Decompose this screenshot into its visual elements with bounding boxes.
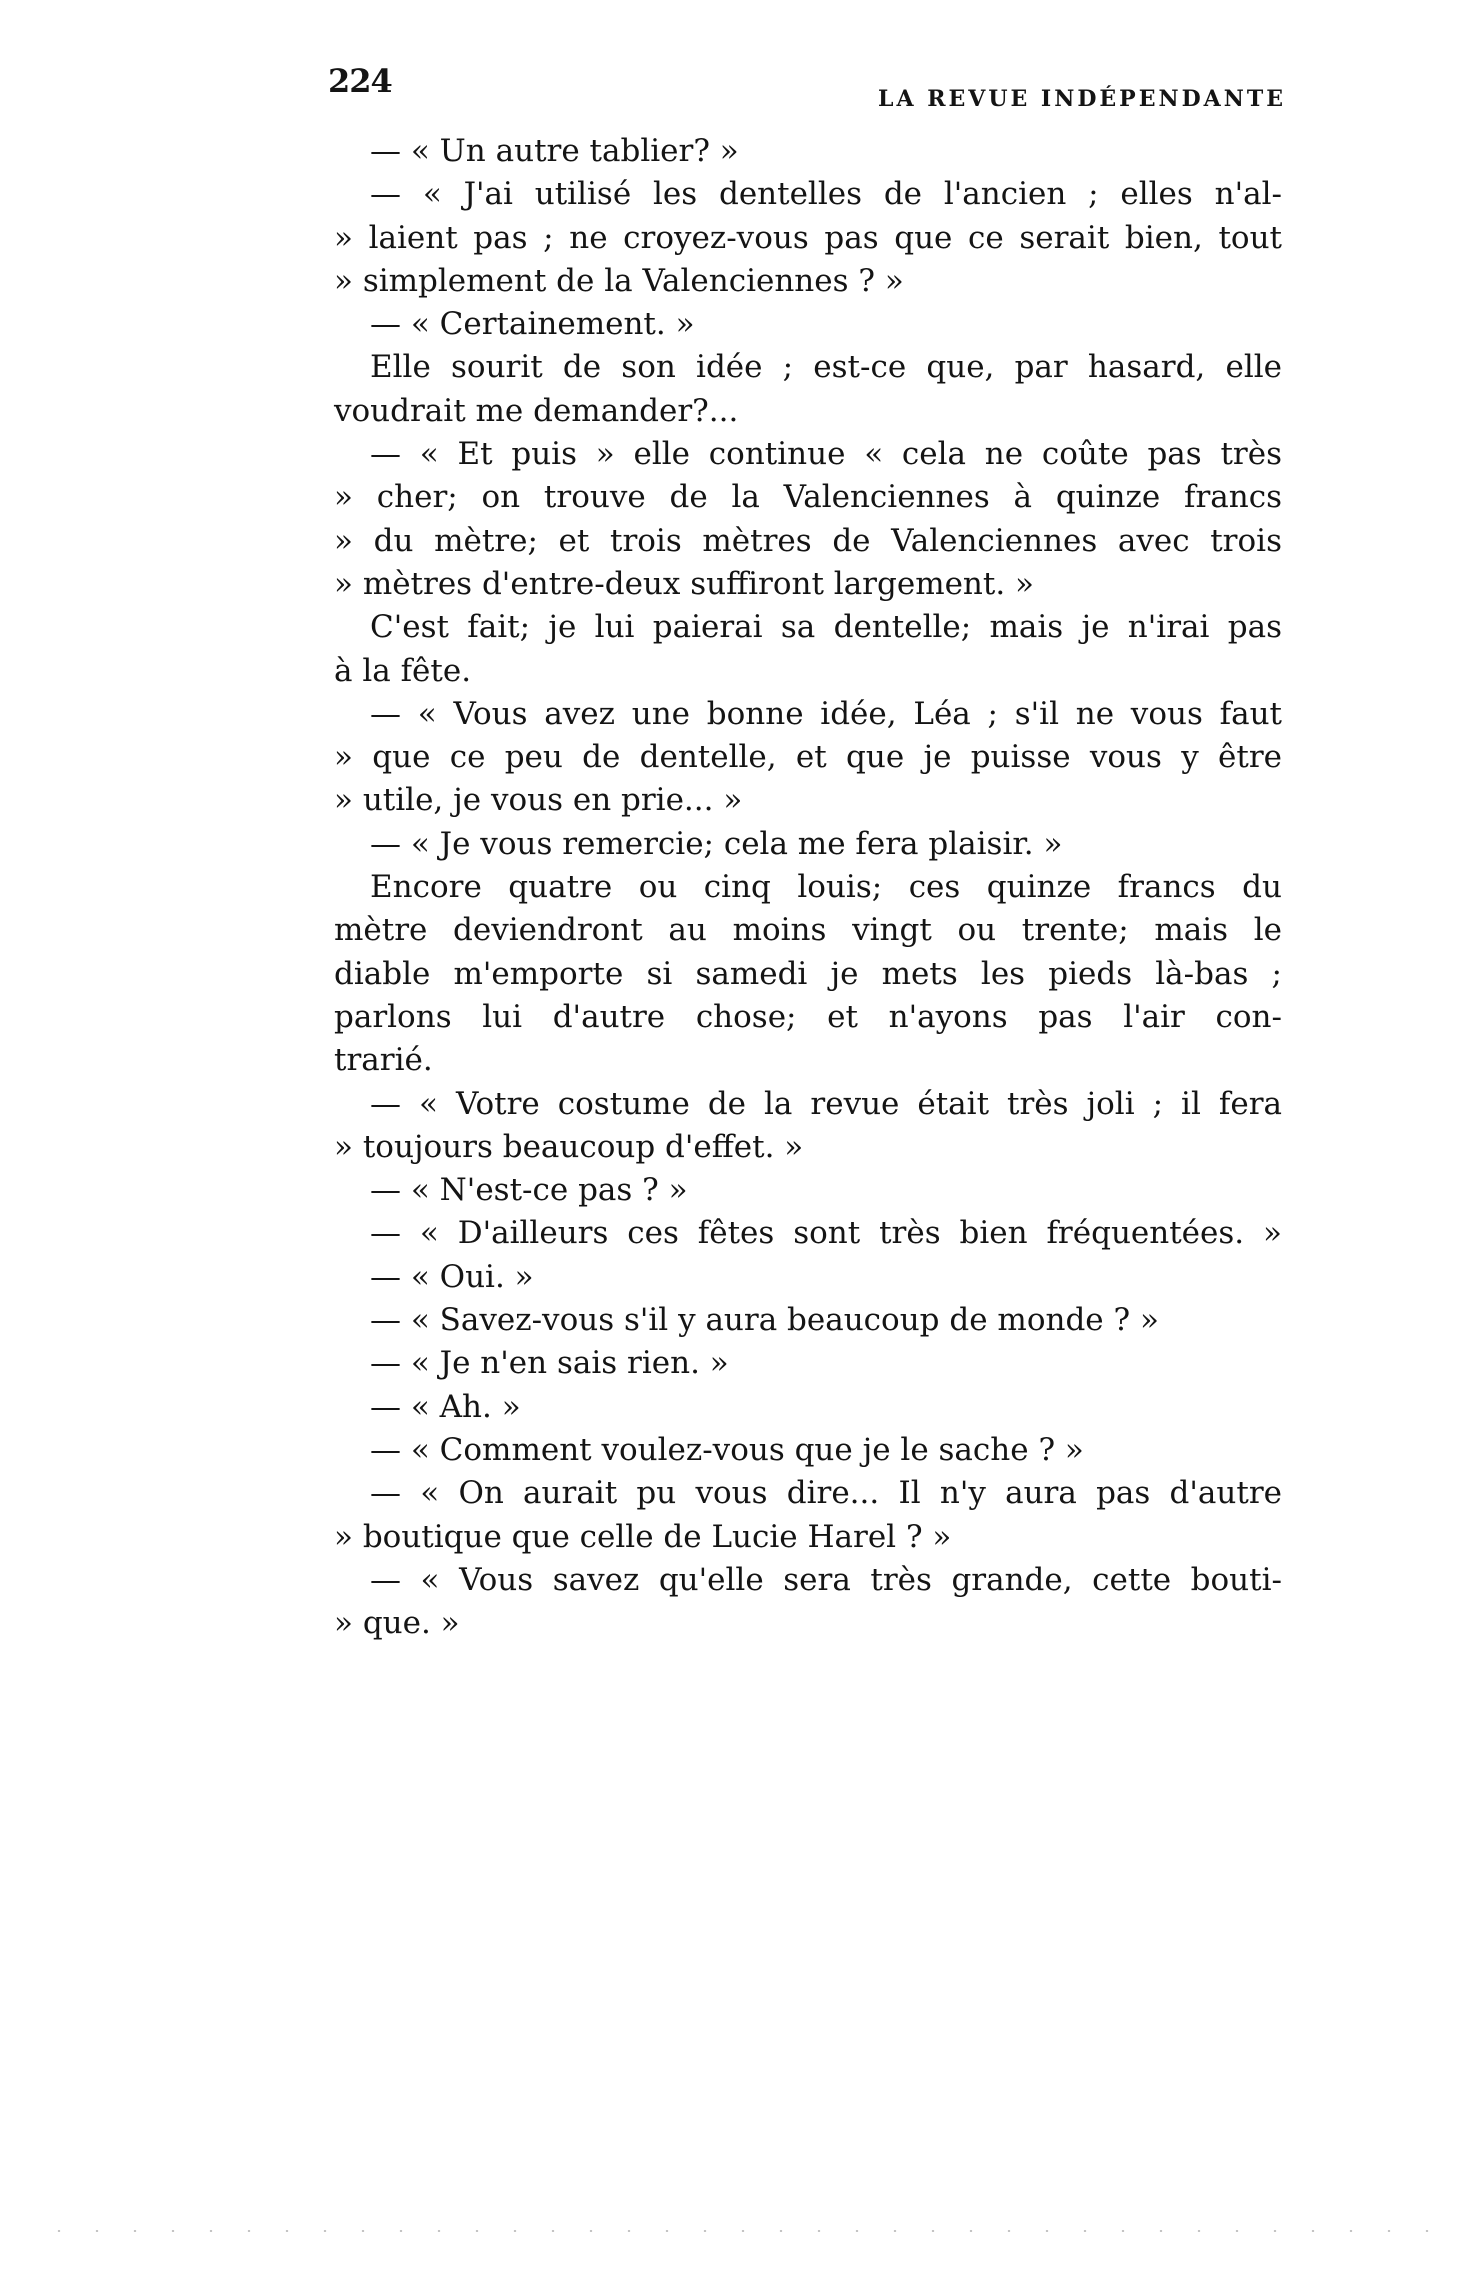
text-line: » toujours beaucoup d'effet. »	[334, 1128, 804, 1165]
text-line: parlons lui d'autre chose; et n'ayons pas l'air con-	[334, 998, 1282, 1035]
text-line: » utile, je vous en prie... »	[334, 782, 743, 819]
text-line: — « Savez-vous s'il y aura beaucoup de monde ? »	[370, 1302, 1159, 1339]
body-text	[334, 130, 1282, 1645]
text-line: — « Oui. »	[370, 1258, 534, 1295]
text-line: — « Vous savez qu'elle sera très grande, cette bouti-	[370, 1561, 1282, 1598]
text-line: Encore quatre ou cinq louis; ces quinze francs du	[370, 869, 1282, 906]
text-line: — « Certainement. »	[370, 306, 695, 343]
text-line: — « Comment voulez-vous que je le sache ? »	[370, 1431, 1084, 1468]
text-line: mètre deviendront au moins vingt ou trente; mais le	[334, 912, 1282, 949]
text-line: trarié.	[334, 1042, 433, 1079]
page-number: 224	[328, 62, 392, 100]
text-line: » du mètre; et trois mètres de Valenciennes avec trois	[334, 522, 1282, 559]
scan-edge-noise	[40, 2230, 1432, 2232]
text-line: » que. »	[334, 1605, 460, 1642]
text-line: diable m'emporte si samedi je mets les pieds là-bas ;	[334, 955, 1282, 992]
running-title: LA REVUE INDÉPENDANTE	[878, 86, 1286, 112]
text-line: — « Et puis » elle continue « cela ne coûte pas très	[370, 436, 1282, 473]
text-line: — « D'ailleurs ces fêtes sont très bien fréquentées. »	[370, 1215, 1282, 1252]
text-line: » que ce peu de dentelle, et que je puisse vous y être	[334, 739, 1282, 776]
text-line: — « Un autre tablier? »	[370, 133, 739, 169]
text-line: — « Je n'en sais rien. »	[370, 1345, 729, 1382]
text-line: Elle sourit de son idée ; est-ce que, par hasard, elle	[370, 349, 1282, 386]
text-line: » laient pas ; ne croyez-vous pas que ce serait bien, tout	[334, 219, 1282, 256]
text-line: C'est fait; je lui paierai sa dentelle; mais je n'irai pas	[370, 609, 1282, 646]
text-line: » mètres d'entre-deux suffiront largement. »	[334, 565, 1035, 602]
text-line: — « Votre costume de la revue était très joli ; il fera	[370, 1085, 1282, 1122]
text-line: — « On aurait pu vous dire... Il n'y aura pas d'autre	[370, 1475, 1282, 1512]
text-line: — « J'ai utilisé les dentelles de l'ancien ; elles n'al-	[370, 176, 1282, 213]
text-line: » simplement de la Valenciennes ? »	[334, 262, 904, 299]
text-line: à la fête.	[334, 652, 472, 689]
text-line: — « Ah. »	[370, 1388, 521, 1425]
text-line: — « N'est-ce pas ? »	[370, 1172, 688, 1209]
text-line: voudrait me demander?...	[334, 392, 739, 429]
text-line: » cher; on trouve de la Valenciennes à quinze francs	[334, 479, 1282, 516]
text-line: — « Vous avez une bonne idée, Léa ; s'il ne vous faut	[370, 695, 1282, 732]
text-line: » boutique que celle de Lucie Harel ? »	[334, 1518, 952, 1555]
text-line: — « Je vous remercie; cela me fera plaisir. »	[370, 825, 1063, 862]
